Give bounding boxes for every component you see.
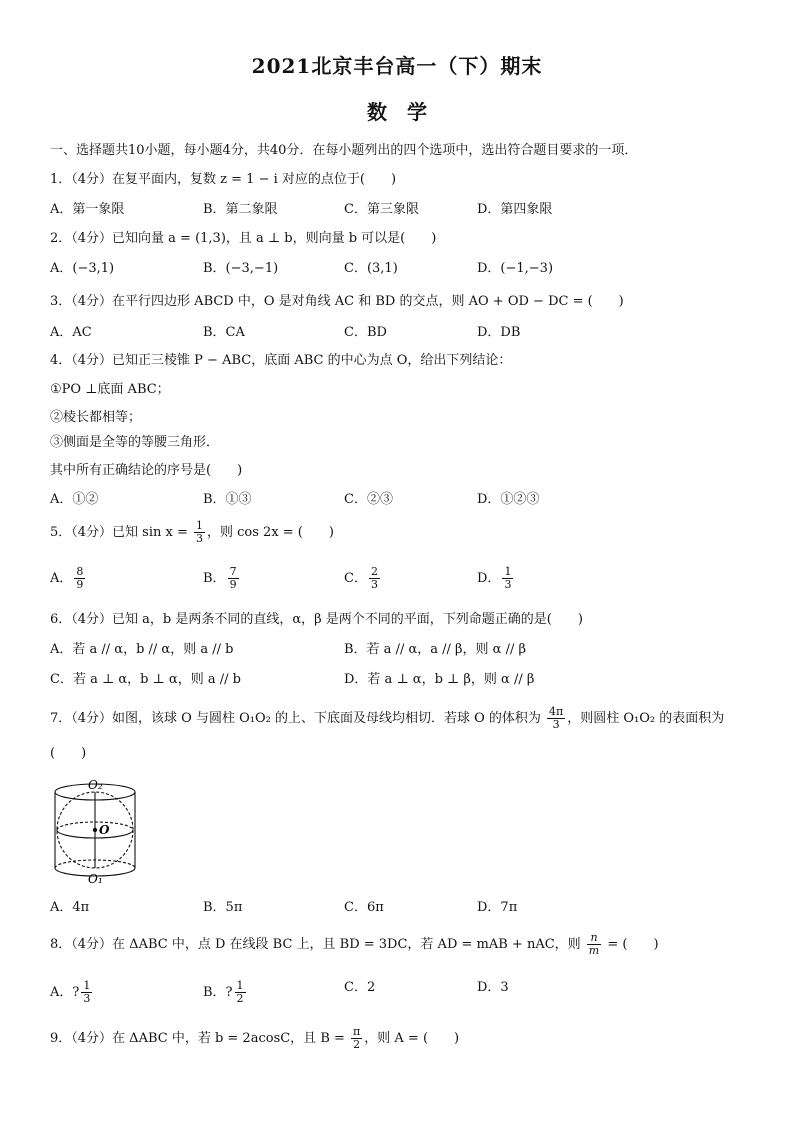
q3-option-d: D．DB <box>477 325 521 340</box>
q8-a-num: 1 <box>83 979 91 992</box>
q4-option-b: B．①③ <box>203 492 252 507</box>
q8-b-den: 2 <box>236 992 244 1005</box>
q5-stem-pre: 5．（4分）已知 sin x = <box>50 525 192 540</box>
q9-fraction <box>351 1026 362 1051</box>
q7-stem-pre: 7．（4分）如图，该球 O 与圆柱 O₁O₂ 的上、下底面及母线均相切．若球 O 的体积为 <box>50 711 546 726</box>
q5-c-den: 3 <box>370 578 378 591</box>
q5-option-d <box>477 566 515 591</box>
q4-option-a: A．①② <box>50 492 99 507</box>
q8-b-num: 1 <box>236 979 244 992</box>
q7-stem <box>50 706 724 731</box>
q3-option-b: B．CA <box>203 325 245 340</box>
q7-stem-cont: ( ) <box>50 746 87 761</box>
q5-option-b-label: B． <box>203 571 226 586</box>
q7-option-c: C．6π <box>344 900 384 915</box>
q4-conclusion-1: ①PO ⊥底面 ABC； <box>50 382 170 397</box>
q4-option-c: C．②③ <box>344 492 393 507</box>
q5-frac-num: 1 <box>196 519 203 532</box>
q7-fraction <box>547 706 565 731</box>
center-point <box>93 828 97 832</box>
q8-stem-post: = ( ) <box>603 937 659 952</box>
section-intro: 一、选择题共10小题，每小题4分，共40分．在每小题列出的四个选项中，选出符合题目要求的一项． <box>50 143 638 158</box>
q8-frac-den: m <box>588 944 600 957</box>
q5-c-num: 2 <box>370 565 378 578</box>
q7-frac-num: 4π <box>549 705 564 718</box>
q5-option-d-label: D． <box>477 571 501 586</box>
q2-option-b: B．(−3,−1) <box>203 261 279 276</box>
q8-stem <box>50 932 659 957</box>
q6-stem: 6．（4分）已知 a，b 是两条不同的直线，α，β 是两个不同的平面，下列命题正确的是( ) <box>50 612 583 627</box>
label-bottom: O₁ <box>88 872 103 886</box>
q9-stem <box>50 1026 459 1051</box>
q5-frac-den: 3 <box>196 532 203 545</box>
q1-option-d: D．第四象限 <box>477 202 553 217</box>
q9-stem-post: ，则 A = ( ) <box>364 1031 460 1046</box>
q8-fraction <box>587 932 601 957</box>
q2-option-c: C．(3,1) <box>344 261 398 276</box>
q4-conclusion-3: ③侧面是全等的等腰三角形． <box>50 435 220 450</box>
q5-option-a-label: A． <box>50 571 73 586</box>
q5-b-den: 9 <box>229 578 237 591</box>
q7-frac-den: 3 <box>552 718 560 731</box>
q2-option-a: A．(−3,1) <box>50 261 115 276</box>
q5-option-b <box>203 566 241 591</box>
q8-option-b <box>203 980 248 1005</box>
label-top: O₂ <box>88 778 103 792</box>
q7-option-d: D．7π <box>477 900 518 915</box>
q8-option-a-label: A．? <box>50 985 80 1000</box>
q9-stem-pre: 9．（4分）在 ΔABC 中，若 b = 2acosC，且 B = <box>50 1031 350 1046</box>
q8-option-c: C．2 <box>344 980 376 995</box>
subject-title: 数 学 <box>367 100 427 124</box>
q5-d-num: 1 <box>504 565 512 578</box>
q3-stem: 3．（4分）在平行四边形 ABCD 中，O 是对角线 AC 和 BD 的交点，则 AO + OD − DC = ( ) <box>50 294 624 309</box>
q6-option-a: A．若 a // α，b // α，则 a // b <box>50 642 234 657</box>
page-title: 2021北京丰台高一（下）期末 <box>251 54 543 78</box>
cylinder-sphere-figure <box>48 776 148 888</box>
q8-option-b-label: B．? <box>203 985 233 1000</box>
q7-option-b: B．5π <box>203 900 243 915</box>
q5-b-num: 7 <box>229 565 237 578</box>
label-center: O <box>99 823 110 837</box>
q6-option-c: C．若 a ⊥ α，b ⊥ α，则 a // b <box>50 672 241 687</box>
q8-a-den: 3 <box>83 992 91 1005</box>
q2-stem: 2．（4分）已知向量 a = (1,3)，且 a ⊥ b，则向量 b 可以是( ) <box>50 231 437 246</box>
q5-d-den: 3 <box>504 578 512 591</box>
q8-frac-num: n <box>587 932 601 945</box>
q5-option-c <box>344 566 382 591</box>
q5-stem <box>50 520 334 545</box>
q2-option-d: D．(−1,−3) <box>477 261 554 276</box>
q8-option-a <box>50 980 94 1005</box>
q8-stem-pre: 8．（4分）在 ΔABC 中，点 D 在线段 BC 上，且 BD = 3DC，若 AD = mAB + nAC，则 <box>50 937 585 952</box>
q3-option-a: A．AC <box>50 325 92 340</box>
q5-a-num: 8 <box>76 565 84 578</box>
q4-stem: 4．（4分）已知正三棱锥 P − ABC，底面 ABC 的中心为点 O，给出下列结论： <box>50 353 512 368</box>
q5-stem-post: ，则 cos 2x = ( ) <box>207 525 334 540</box>
q5-a-den: 9 <box>76 578 84 591</box>
q4-conclusion-2: ②棱长都相等； <box>50 410 142 425</box>
q9-frac-num: π <box>353 1025 361 1038</box>
q1-option-a: A．第一象限 <box>50 202 125 217</box>
q6-option-b: B．若 a // α，a // β，则 α // β <box>344 642 526 657</box>
q7-stem-post: ，则圆柱 O₁O₂ 的表面积为 <box>567 711 725 726</box>
q5-option-a <box>50 566 87 591</box>
q5-option-c-label: C． <box>344 571 367 586</box>
q4-question: 其中所有正确结论的序号是( ) <box>50 463 243 478</box>
q4-option-d: D．①②③ <box>477 492 540 507</box>
q6-option-d: D．若 a ⊥ α，b ⊥ β，则 α // β <box>344 672 535 687</box>
q3-option-c: C．BD <box>344 325 387 340</box>
q1-stem: 1．（4分）在复平面内，复数 z = 1 − i 对应的点位于( ) <box>50 172 397 187</box>
q5-fraction <box>194 520 205 545</box>
q1-option-b: B．第二象限 <box>203 202 278 217</box>
q1-option-c: C．第三象限 <box>344 202 419 217</box>
q7-option-a: A．4π <box>50 900 90 915</box>
q9-frac-den: 2 <box>353 1038 361 1051</box>
q8-option-d: D．3 <box>477 980 509 995</box>
